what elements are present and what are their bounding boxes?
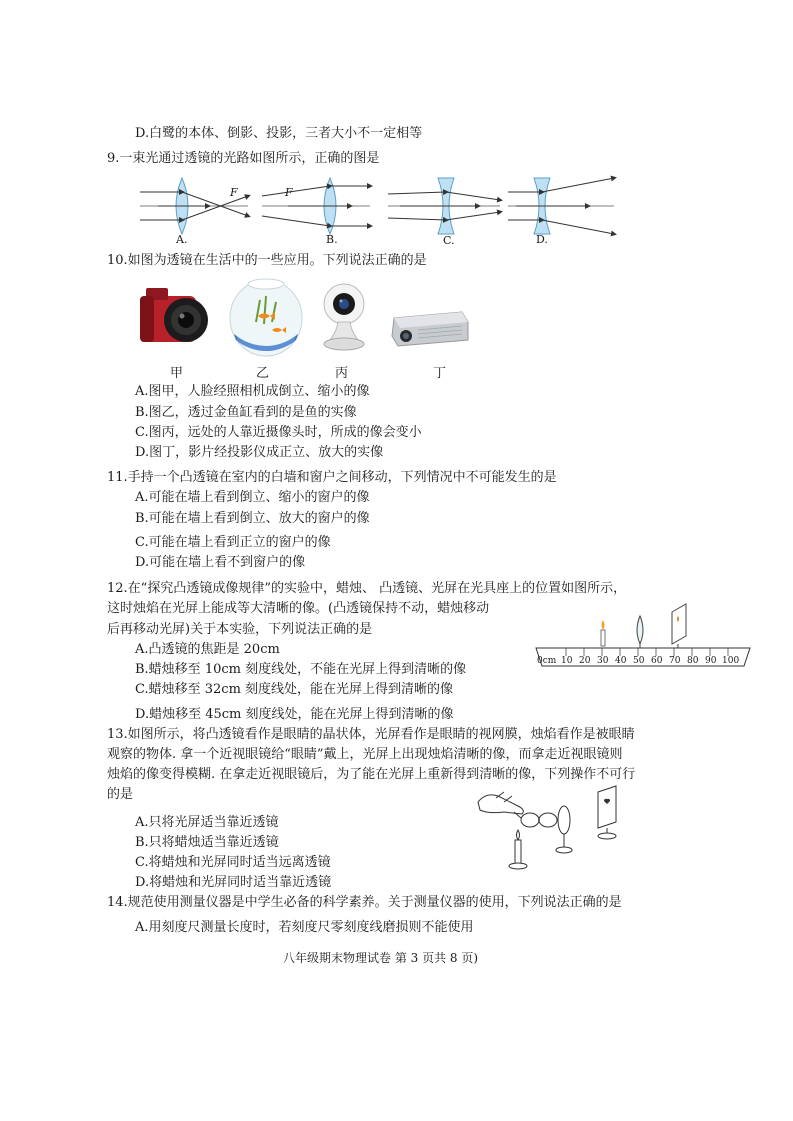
q9-diagram-c (388, 178, 500, 234)
q13-option-d: D.将蜡烛和光屏同时适当靠近透镜 (135, 875, 332, 890)
q11-option-b: B.可能在墙上看到倒立、放大的窗户的像 (135, 511, 370, 526)
q9-stem: 9.一束光通过透镜的光路如图所示，正确的图是 (107, 151, 380, 166)
q11-option-c: C.可能在墙上看到正立的窗户的像 (135, 535, 331, 550)
fishbowl-image (226, 272, 306, 358)
convex-lens (637, 616, 643, 648)
webcam-image (316, 282, 372, 356)
q13-option-c: C.将蜡烛和光屏同时适当远离透镜 (135, 855, 331, 870)
candle (601, 620, 605, 646)
q12-stem-line-1: 12.在“探究凸透镜成像规律”的实验中，蜡烛、 凸透镜、光屏在光具座上的位置如图所示， (107, 581, 627, 596)
q12-option-a: A.凸透镜的焦距是 20cm (135, 642, 280, 657)
q9-label-a: A. (176, 233, 188, 246)
candle (509, 830, 527, 869)
q10-option-d: D.图丁，影片经投影仪成正立、放大的实像 (135, 445, 384, 460)
q8-option-d: D.白鹭的本体、倒影、投影，三者大小不一定相等 (135, 126, 423, 141)
q12-stem-line-3: 后再移动光屏)关于本实验，下列说法正确的是 (107, 622, 373, 637)
caption-jia: 甲 (170, 366, 184, 381)
ruler-tick-20: 20 (579, 656, 591, 666)
camera-image (136, 282, 216, 354)
q10-option-b: B.图乙，透过金鱼缸看到的是鱼的实像 (135, 405, 357, 420)
q9-label-d: D. (536, 233, 548, 246)
q13-option-b: B.只将蜡烛适当靠近透镜 (135, 835, 279, 850)
q10-stem: 10.如图为透镜在生活中的一些应用。下列说法正确的是 (107, 253, 427, 268)
q9-label-c: C. (443, 234, 455, 247)
q13-stem-line-2: 观察的物体. 拿一个近视眼镜给“眼睛”戴上，光屏上出现烛焰清晰的像，而拿走近视眼镜则 (107, 747, 623, 762)
caption-bing: 丙 (335, 366, 349, 381)
q12-option-d: D.蜡烛移至 45cm 刻度线处，能在光屏上得到清晰的像 (135, 707, 454, 722)
ruler-tick-50: 50 (633, 656, 645, 666)
light-screen (672, 604, 686, 648)
ruler-tick-60: 60 (651, 656, 663, 666)
caption-yi: 乙 (256, 366, 270, 381)
q12-stem-line-2: 这时烛焰在光屏上能成等大清晰的像。(凸透镜保持不动，蜡烛移动 (107, 601, 490, 616)
q9-label-b: B. (326, 233, 338, 246)
q9-focus-label-b: F (285, 186, 293, 199)
q11-option-d: D.可能在墙上看不到窗户的像 (135, 555, 306, 570)
q9-focus-label-a: F (230, 186, 238, 199)
q9-diagram-d (508, 178, 614, 234)
q13-stem-line-1: 13.如图所示，将凸透镜看作是眼睛的晶状体，光屏看作是眼睛的视网膜，烛焰看作是被眼睛 (107, 727, 635, 742)
q14-stem: 14.规范使用测量仪器是中学生必备的科学素养。关于测量仪器的使用，下列说法正确的是 (107, 895, 622, 910)
q10-option-c: C.图丙，远处的人靠近摄像头时，所成的像会变小 (135, 425, 422, 440)
q11-stem: 11.手持一个凸透镜在室内的白墙和窗户之间移动，下列情况中不可能发生的是 (107, 470, 557, 485)
ruler-tick-10: 10 (561, 656, 573, 666)
q13-stem-line-4: 的是 (107, 787, 134, 802)
page-footer: 八年级期末物理试卷 第 3 页共 8 页) (283, 951, 479, 965)
q12-option-c: C.蜡烛移至 32cm 刻度线处，能在光屏上得到清晰的像 (135, 682, 454, 697)
q10-option-a: A.图甲，人脸经照相机成倒立、缩小的像 (135, 384, 370, 399)
ruler-tick-100: 100 (722, 656, 740, 666)
ruler-tick-90: 90 (705, 656, 717, 666)
ruler-tick-70: 70 (669, 656, 681, 666)
ruler-tick-40: 40 (615, 656, 627, 666)
projector-image (388, 300, 472, 352)
q11-option-a: A.可能在墙上看到倒立、缩小的窗户的像 (135, 490, 370, 505)
ruler-tick-30: 30 (597, 656, 609, 666)
q13-option-a: A.只将光屏适当靠近透镜 (135, 815, 279, 830)
q13-stem-line-3: 烛焰的像变得模糊. 在拿走近视眼镜后，为了能在光屏上重新得到清晰的像，下列操作不可行 (107, 767, 636, 782)
q9-diagram-b (262, 178, 370, 234)
eye-model-diagram (474, 782, 644, 878)
lens-on-stand (556, 806, 572, 853)
ruler-unit-label: 0cm (537, 656, 557, 666)
ruler-tick-80: 80 (687, 656, 699, 666)
caption-ding: 丁 (433, 366, 447, 381)
light-screen (598, 786, 616, 839)
q14-option-a: A.用刻度尺测量长度时，若刻度尺零刻度线磨损则不能使用 (135, 920, 474, 935)
q12-option-b: B.蜡烛移至 10cm 刻度线处，不能在光屏上得到清晰的像 (135, 662, 467, 677)
hand-with-glasses (478, 792, 557, 827)
